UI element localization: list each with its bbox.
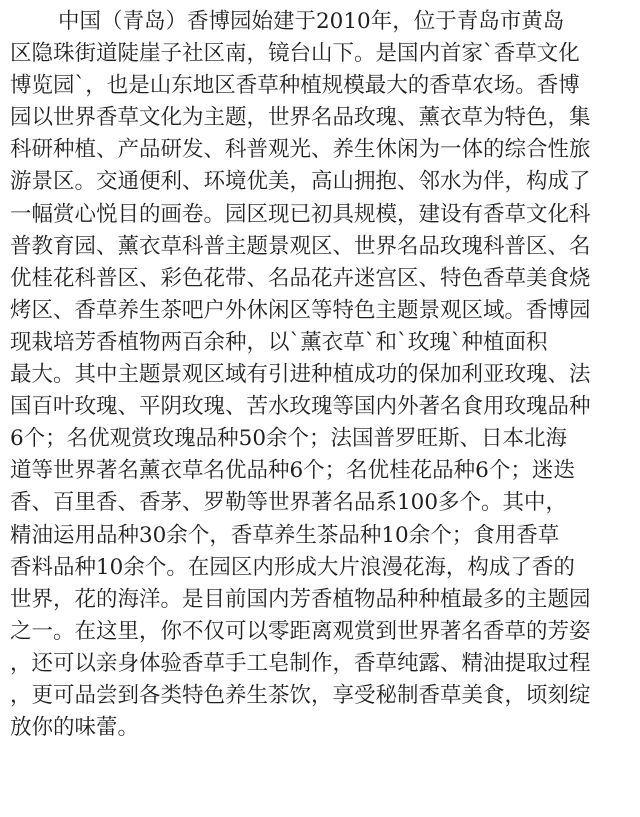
text-line: 烤区、香草养生茶吧户外休闲区等特色主题景观区域。香博园 [10, 297, 591, 323]
text-line: 放你的味蕾。 [10, 715, 140, 741]
text-line: 游景区。交通便利、环境优美，高山拥抱、邻水为伴，构成了 [10, 169, 591, 195]
text-line: 现栽培芳香植物两百余种，以`薰衣草`和`玫瑰`种植面积 [10, 329, 548, 355]
text-line: 园以世界香草文化为主题，世界名品玫瑰、薰衣草为特色，集 [10, 105, 591, 131]
text-line: 香料品种10余个。在园区内形成大片浪漫花海，构成了香的 [10, 554, 575, 580]
text-line: 香、百里香、香茅、罗勒等世界著名品系100多个。其中， [10, 490, 568, 516]
article-body [10, 6, 634, 744]
text-line: 最大。其中主题景观区域有引进种植成功的保加利亚玫瑰、法 [10, 362, 591, 388]
text-line: 科研种植、产品研发、科普观光、养生休闲为一体的综合性旅 [10, 137, 591, 163]
text-line: 道等世界著名薰衣草名优品种6个；名优桂花品种6个；迷迭 [10, 458, 575, 484]
text-line: 一幅赏心悦目的画卷。园区现已初具规模，建设有香草文化科 [10, 201, 591, 227]
text-line: 之一。在这里，你不仅可以零距离观赏到世界著名香草的芳姿 [10, 618, 591, 644]
text-line: 区隐珠街道陡崖子社区南，镜台山下。是国内首家`香草文化 [10, 41, 580, 67]
text-line: 优桂花科普区、彩色花带、名品花卉迷宫区、特色香草美食烧 [10, 265, 591, 291]
text-line: 世界，花的海洋。是目前国内芳香植物品种种植最多的主题园 [10, 586, 591, 612]
text-line: 博览园`，也是山东地区香草种植规模最大的香草农场。香博 [10, 73, 580, 99]
text-line: ，更可品尝到各类特色养生茶饮，享受秘制香草美食，顷刻绽 [10, 682, 591, 708]
text-line: 6个；名优观赏玫瑰品种50余个；法国普罗旺斯、日本北海 [10, 426, 568, 452]
text-line: 国百叶玫瑰、平阴玫瑰、苦水玫瑰等国内外著名食用玫瑰品种 [10, 394, 591, 420]
text-line: 精油运用品种30余个，香草养生茶品种10余个；食用香草 [10, 522, 560, 548]
text-line: ，还可以亲身体验香草手工皂制作，香草纯露、精油提取过程 [10, 650, 591, 676]
text-line: 中国（青岛）香博园始建于2010年，位于青岛市黄岛 [58, 9, 565, 34]
text-line: 普教育园、薰衣草科普主题景观区、世界名品玫瑰科普区、名 [10, 233, 591, 259]
